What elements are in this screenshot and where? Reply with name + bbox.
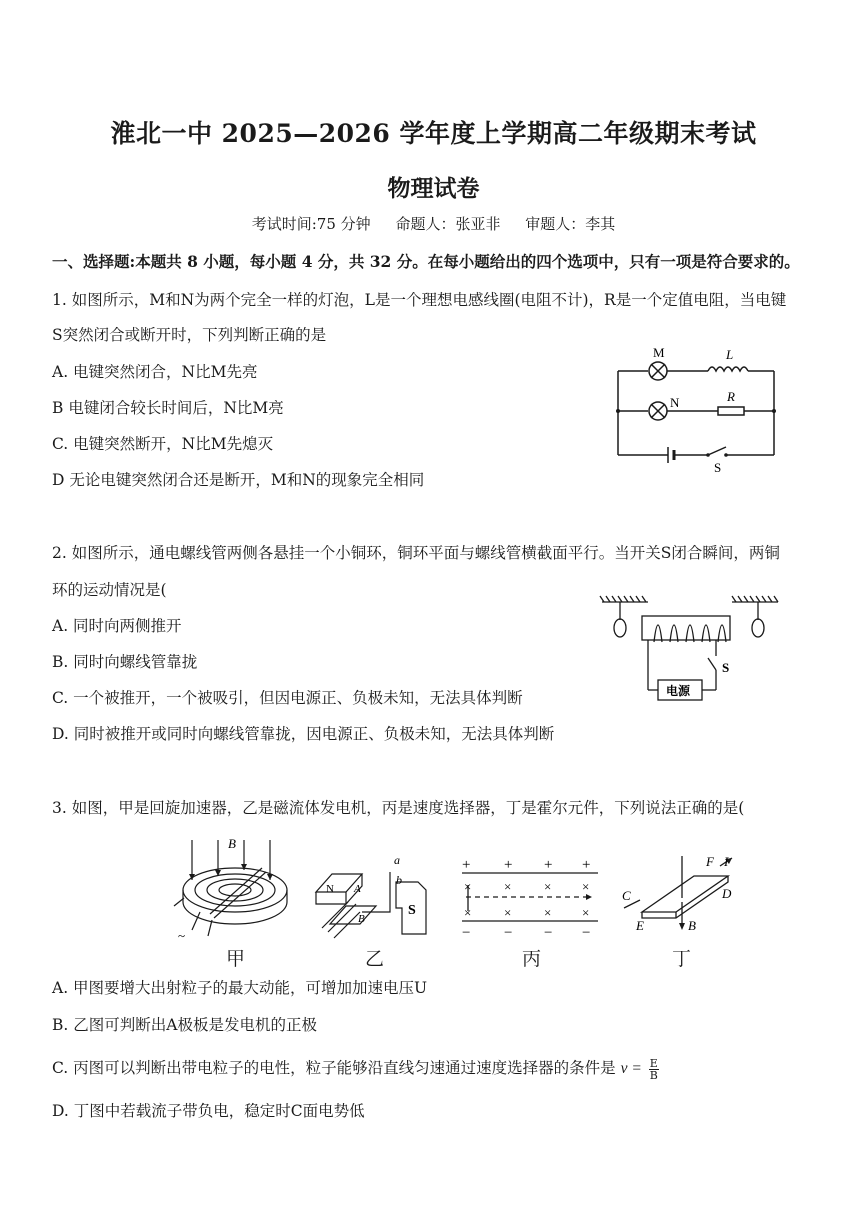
q3-caption-ding: 丁 [672, 948, 692, 970]
q3-bing-cross: × [582, 905, 590, 920]
q3-yi-label-s: S [408, 903, 416, 918]
q3-ac-symbol: ~ [178, 928, 186, 943]
q3-bing-cross: × [544, 879, 552, 894]
q3-bing-plus-1: + [462, 857, 471, 873]
q2-option-d: D. 同时被推开或同时向螺线管靠拢，因电源正、负极未知，无法具体判断 [52, 725, 555, 743]
q3-ding-label-d: D [722, 886, 732, 901]
q3-bing-cross: × [582, 879, 590, 894]
q3-option-c-formula-lhs: v = [620, 1060, 642, 1077]
q3-caption-jia: 甲 [226, 948, 246, 970]
q3-option-c-text: C. 丙图可以判断出带电粒子的电性，粒子能够沿直线匀速通过速度选择器的条件是 [52, 1059, 616, 1077]
q3-ding-label-e: E [636, 918, 644, 933]
q2-power-label: 电源 [666, 684, 691, 698]
q3-bing-cross: × [504, 879, 512, 894]
q3-bing-plus-2: + [504, 857, 513, 873]
q3-bing-plus-4: + [582, 857, 591, 873]
q3-bing-minus-4: − [582, 925, 591, 941]
q2-switch-label: S [722, 660, 730, 675]
q3-option-a: A. 甲图要增大出射粒子的最大动能，可增加加速电压U [52, 979, 428, 997]
q3-option-c-fraction [649, 1058, 659, 1081]
q3-stem: 3. 如图，甲是回旋加速器，乙是磁流体发电机，丙是速度选择器，丁是霍尔元件，下列说法正确的是( [52, 799, 745, 817]
q3-option-c [52, 1056, 659, 1081]
q3-mhd-generator-figure [308, 852, 438, 942]
q3-bing-cross: × [464, 879, 472, 894]
q3-bing-cross: × [464, 905, 472, 920]
q3-fraction-denominator: B [649, 1068, 658, 1082]
q3-caption-bing: 丙 [522, 948, 542, 970]
q3-yi-label-b: b [396, 873, 402, 887]
q3-bing-cross: × [504, 905, 512, 920]
q1-label-m: M [653, 345, 665, 360]
exam-time: 考试时间:75 分钟 [251, 215, 371, 233]
q3-option-d: D. 丁图中若载流子带负电，稳定时C面电势低 [52, 1102, 365, 1120]
q1-option-a: A. 电键突然闭合，N比M先亮 [52, 363, 258, 381]
q1-label-l: L [726, 347, 734, 362]
q1-stem-line2: S突然闭合或断开时，下列判断正确的是 [52, 326, 327, 344]
q1-label-s: S [714, 460, 722, 475]
q3-caption-yi: 乙 [365, 948, 385, 970]
q3-bing-minus-3: − [544, 925, 553, 941]
q3-bing-plus-row [462, 857, 590, 873]
q2-stem-line1: 2. 如图所示，通电螺线管两侧各悬挂一个小铜环，铜环平面与螺线管横截面平行。当开关S闭合瞬间，两铜 [52, 544, 780, 562]
q2-option-a: A. 同时向两侧推开 [52, 617, 182, 635]
q3-bing-minus-row [462, 925, 590, 941]
q3-yi-label-b-plate: B [358, 913, 365, 925]
exam-author: 命题人：张亚非 [395, 215, 501, 233]
exam-meta [0, 213, 867, 234]
q3-ding-label-b: B [688, 918, 696, 933]
q2-option-c: C. 一个被推开，一个被吸引，但因电源正、负极未知，无法具体判断 [52, 689, 523, 707]
q1-circuit-figure [610, 345, 780, 475]
q3-option-b: B. 乙图可判断出A极板是发电机的正极 [52, 1016, 317, 1034]
q1-label-r: R [727, 389, 735, 404]
q3-bing-minus-2: − [504, 925, 513, 941]
q3-yi-label-a: a [394, 853, 400, 867]
q3-cyclotron-figure [170, 836, 300, 945]
q3-ding-label-i: I [724, 854, 729, 869]
q1-option-b: B 电键闭合较长时间后，N比M亮 [52, 399, 284, 417]
exam-reviewer: 审题人：李其 [525, 215, 616, 233]
q2-stem-line2: 环的运动情况是( [52, 581, 167, 599]
q3-bing-cross: × [544, 905, 552, 920]
q3-bing-minus-1: − [462, 925, 471, 941]
q1-label-n: N [670, 395, 680, 410]
q3-ding-label-f: F [706, 854, 714, 869]
exam-subtitle: 物理试卷 [387, 175, 480, 202]
q3-bing-plus-3: + [544, 857, 553, 873]
q3-hall-element-figure [620, 852, 745, 937]
exam-title: 淮北一中 2025—2026 学年度上学期高二年级期末考试 [110, 119, 757, 148]
section-heading: 一、选择题:本题共 8 小题，每小题 4 分，共 32 分。在每小题给出的四个选项中，只有一项是符合要求的。 [52, 252, 800, 271]
q3-yi-label-n: N [326, 883, 334, 895]
q3-velocity-selector-figure [458, 855, 603, 940]
q3-jia-label-b: B [228, 836, 236, 851]
q1-stem-line1: 1. 如图所示，M和N为两个完全一样的灯泡，L是一个理想电感线圈(电阻不计)，R是一个定值电阻，当电键 [52, 291, 787, 309]
q1-option-d: D 无论电键突然闭合还是断开，M和N的现象完全相同 [52, 471, 425, 489]
q2-solenoid-figure [600, 594, 780, 706]
q1-option-c: C. 电键突然断开，N比M先熄灭 [52, 435, 274, 453]
q3-yi-label-a-plate: A [354, 883, 361, 895]
q3-fraction-numerator: E [649, 1056, 658, 1070]
q2-option-b: B. 同时向螺线管靠拢 [52, 653, 198, 671]
q3-bing-cross-field [464, 879, 589, 920]
q3-ding-label-c: C [622, 888, 631, 903]
